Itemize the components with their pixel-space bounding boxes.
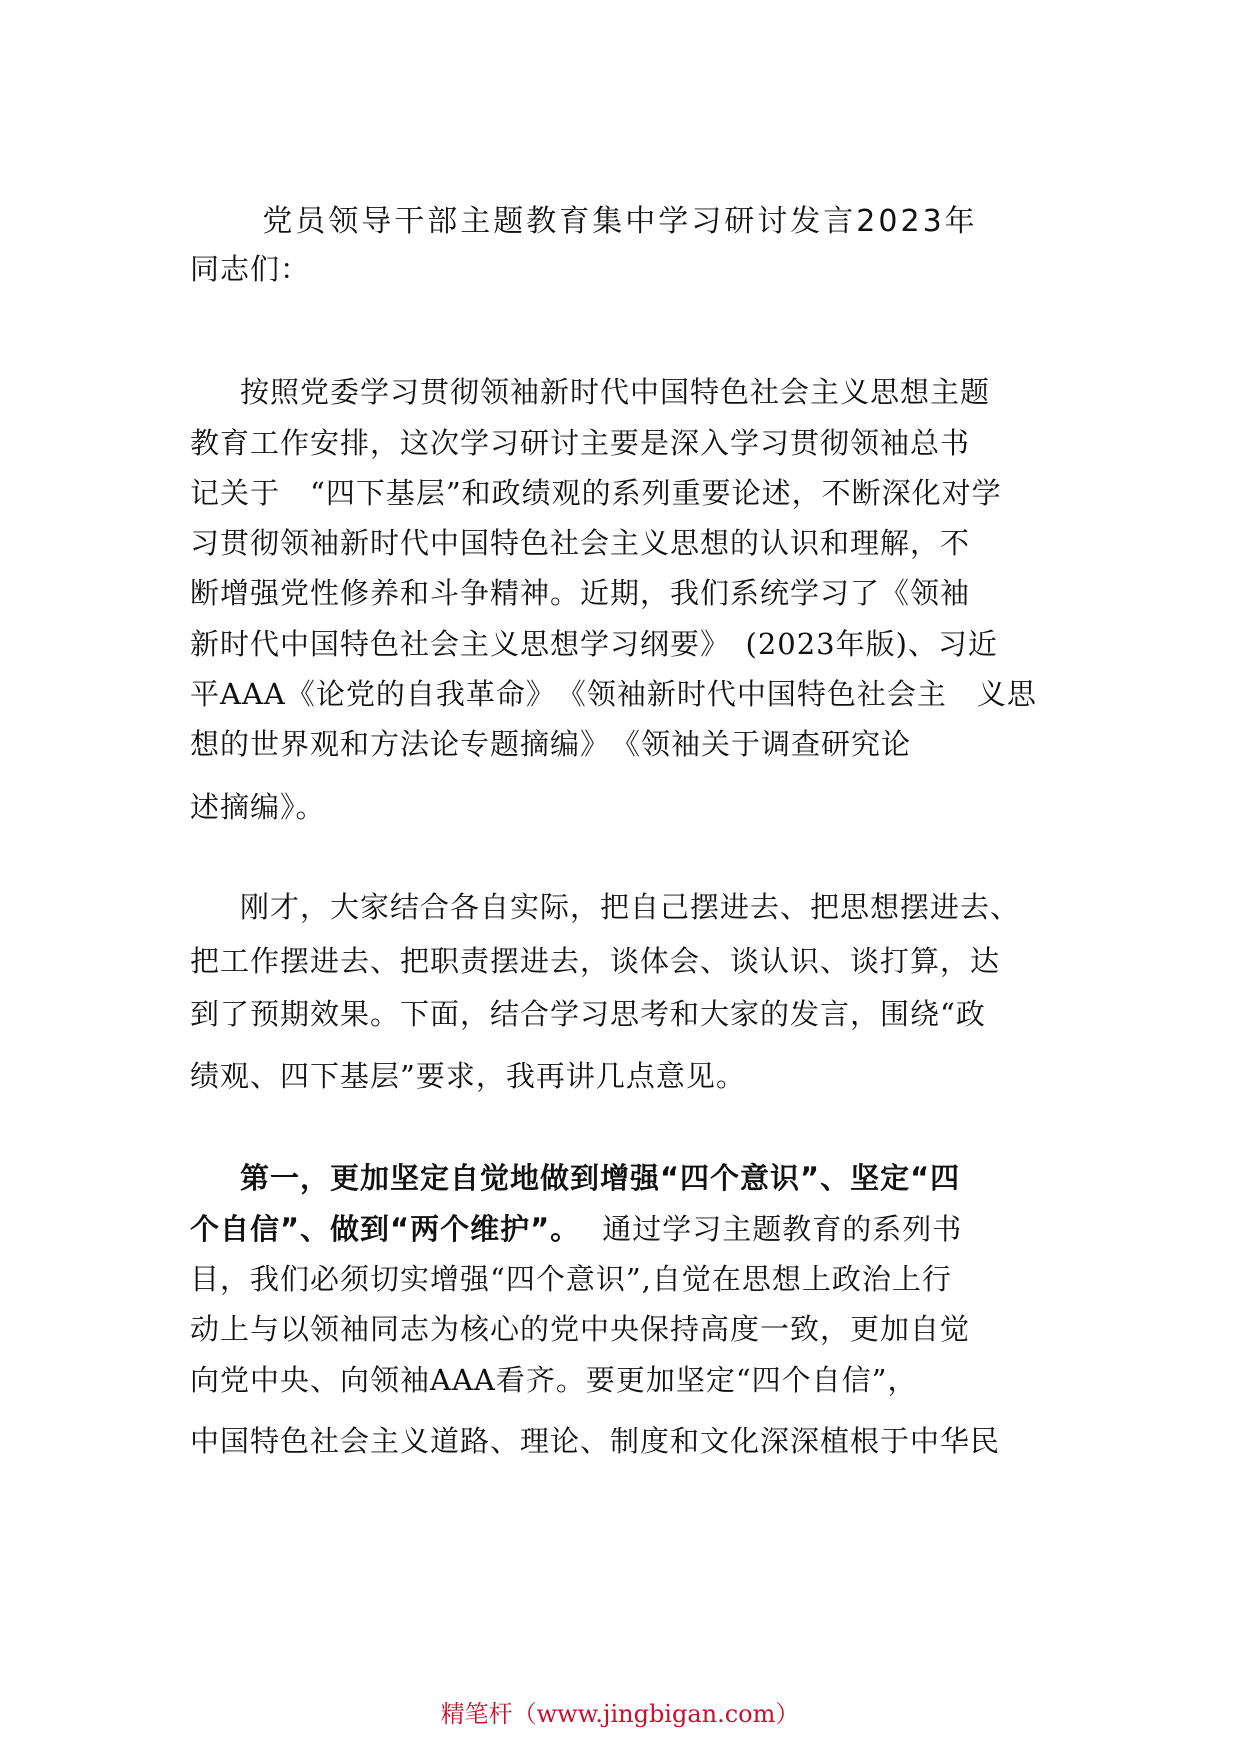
- section-1-line-5: 向党中央、向领袖AAA看齐。要更加坚定“四个自信”，: [190, 1363, 918, 1397]
- paragraph-1-line-9: 述摘编》。: [190, 790, 326, 824]
- paragraph-2-line-4: 绩观、四下基层”要求，我再讲几点意见。: [190, 1059, 746, 1093]
- paragraph-1-line-5: 断增强党性修养和斗争精神。近期，我们系统学习了《领袖: [190, 576, 971, 610]
- section-1-line-3: 目，我们必须切实增强“四个意识”,自觉在思想上政治上行: [190, 1262, 952, 1296]
- section-1-line-2-rest: 通过学习主题教育的系列书: [602, 1212, 963, 1246]
- document-title: 党员领导干部主题教育集中学习研讨发言2023年: [262, 204, 978, 239]
- section-1-line-6: 中国特色社会主义道路、理论、制度和文化深深植根于中华民: [190, 1424, 1001, 1458]
- paragraph-1-line-4: 习贯彻领袖新时代中国特色社会主义思想的认识和理解，不: [190, 526, 971, 560]
- paragraph-2-line-3: 到了预期效果。下面，结合学习思考和大家的发言，围绕“政: [190, 997, 986, 1031]
- greeting: 同志们：: [190, 252, 311, 286]
- section-1-line-4: 动上与以领袖同志为核心的党中央保持高度一致，更加自觉: [190, 1312, 971, 1346]
- section-1-line-2: [190, 1211, 962, 1247]
- section-1-heading-line-1: 第一，更加坚定自觉地做到增强“四个意识”、坚定“四: [240, 1161, 961, 1195]
- paragraph-1-line-2: 教育工作安排，这次学习研讨主要是深入学习贯彻领袖总书: [190, 426, 971, 460]
- paragraph-1-line-1: 按照党委学习贯彻领袖新时代中国特色社会主义思想主题: [240, 375, 991, 409]
- footer-watermark-link[interactable]: 精笔杆（www.jingbigan.com）: [440, 1700, 800, 1728]
- paragraph-1-line-8: 想的世界观和方法论专题摘编》 《领袖关于调查研究论: [190, 727, 912, 761]
- paragraph-2-line-2: 把工作摆进去、把职责摆进去，谈体会、谈认识、谈打算，达: [190, 944, 1001, 978]
- paragraph-1-line-6: 新时代中国特色社会主义思想学习纲要》 (2023年版)、习近: [190, 627, 998, 661]
- paragraph-1-line-3: 记关于 “四下基层”和政绩观的系列重要论述，不断深化对学: [190, 476, 1002, 510]
- paragraph-1-line-7: 平AAA《论党的自我革命》 《领袖新时代中国特色社会主 义思: [190, 677, 1037, 711]
- section-1-heading-line-2: 个自信”、做到“两个维护”。: [190, 1212, 581, 1246]
- paragraph-2-line-1: 刚才，大家结合各自实际，把自己摆进去、把思想摆进去、: [240, 890, 1021, 924]
